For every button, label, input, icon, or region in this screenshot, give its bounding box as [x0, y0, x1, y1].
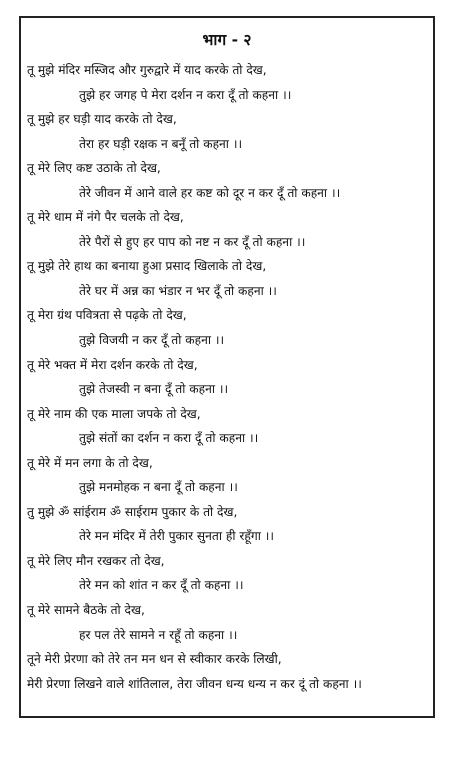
verse-2-line-2: तेरा हर घड़ी रक्षक न बनूँ तो कहना ।। [79, 136, 243, 151]
verse-12-line-1: तू मेरे सामने बैठके तो देख, [27, 603, 145, 618]
verse-1-line-2: तुझे हर जगह पे मेरा दर्शन न करा दूँ तो कहना ।। [79, 87, 292, 102]
verse-10-line-1: तु मुझे ॐ सांईराम ॐ साईराम पुकार के तो देख, [27, 504, 238, 519]
verse-8-line-2: तुझे संतों का दर्शन न करा दूँ तो कहना ।। [79, 431, 259, 446]
verse-6-line-2: तुझे विजयी न कर दूँ तो कहना ।। [79, 333, 225, 348]
verse-11-line-1: तू मेरे लिए मौन रखकर तो देख, [27, 553, 165, 568]
verse-2-line-1: तू मुझे हर घड़ी याद करके तो देख, [27, 112, 177, 127]
closing-line-1: तूने मेरी प्रेरणा को तेरे तन मन धन से स्वीकार करके लिखी, [27, 652, 282, 667]
verse-3-line-2: तेरे जीवन में आने वाले हर कष्ट को दूर न कर दूँ तो कहना ।। [79, 185, 341, 200]
page-title: भाग - २ [202, 31, 252, 49]
verse-7-line-1: तू मेरे भक्त में मेरा दर्शन करके तो देख, [27, 357, 198, 372]
verse-9-line-2: तुझे मनमोहक न बना दूँ तो कहना ।। [79, 480, 238, 495]
verse-1-line-1: तू मुझे मंदिर मस्जिद और गुरुद्वारे में याद करके तो देख, [27, 63, 267, 77]
verse-8-line-1: तू मेरे नाम की एक माला जपके तो देख, [27, 406, 201, 421]
verse-7-line-2: तुझे तेजस्वी न बना दूँ तो कहना ।। [79, 382, 229, 397]
verse-5-line-2: तेरे घर में अन्न का भंडार न भर दूँ तो कहना ।। [79, 283, 277, 298]
verse-3-line-1: तू मेरे लिए कष्ट उठाके तो देख, [27, 161, 161, 176]
verse-9-line-1: तू मेरे में मन लगा के तो देख, [27, 455, 153, 470]
verse-11-line-2: तेरे मन को शांत न कर दूँ तो कहना ।। [79, 578, 244, 593]
verse-6-line-1: तू मेरा ग्रंथ पवित्रता से पढ़के तो देख, [27, 308, 187, 323]
verse-12-line-2: हर पल तेरे सामने न रहूँ तो कहना ।। [79, 627, 238, 642]
page-frame [19, 16, 435, 718]
verse-list [21, 62, 433, 700]
verse-4-line-1: तू मेरे धाम में नंगे पैर चलके तो देख, [27, 210, 184, 225]
closing-line-2: मेरी प्रेरणा लिखने वाले शांतिलाल, तेरा जीवन धन्य धन्य न कर दूं तो कहना ।। [27, 676, 362, 691]
verse-10-line-2: तेरे मन मंदिर में तेरी पुकार सुनता ही रहूँगा ।। [79, 529, 274, 544]
verse-4-line-2: तेरे पैरों से हुए हर पाप को नष्ट न कर दूँ तो कहना ।। [79, 234, 306, 249]
verse-5-line-1: तू मुझे तेरे हाथ का बनाया हुआ प्रसाद खिलाके तो देख, [27, 259, 267, 274]
